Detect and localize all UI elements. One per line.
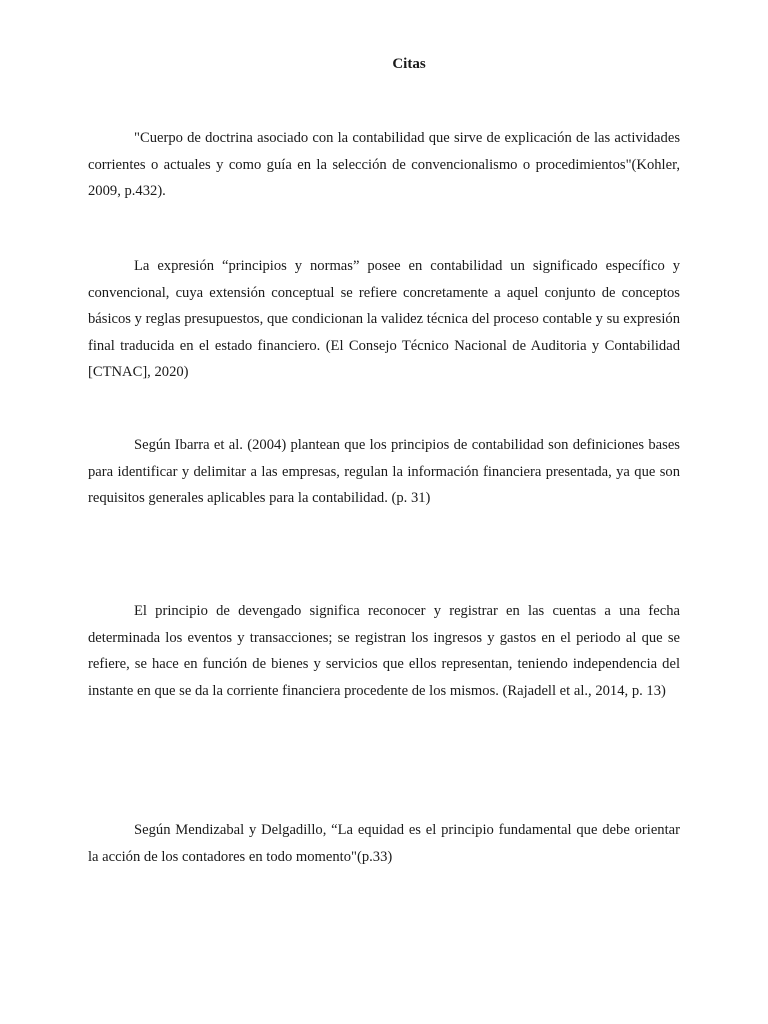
quote-kohler: "Cuerpo de doctrina asociado con la contabilidad que sirve de explicación de las actividades corrientes o actuales y como guía en la selección de convencionalismo o procedimientos"(Kohler, 2009, p.432). [88, 130, 680, 199]
page-title: Citas [392, 56, 426, 72]
quote-ibarra: Según Ibarra et al. (2004) plantean que los principios de contabilidad son definiciones bases para identificar y delimitar a las empresas, regulan la información financiera presentada, ya que son requisitos generales aplicables para la contabilidad. (p. 31) [88, 437, 680, 506]
quote-ctnac: La expresión “principios y normas” posee en contabilidad un significado específico y convencional, cuya extensión conceptual se refiere concretamente a aquel conjunto de conceptos básicos y reglas presupuestos, que condicionan la validez técnica del proceso contable y su expresión final traducida en el estado financiero. (El Consejo Técnico Nacional de Auditoria y Contabilidad [CTNAC], 2020) [88, 258, 680, 380]
quote-mendizabal: Según Mendizabal y Delgadillo, “La equidad es el principio fundamental que debe orientar la acción de los contadores en todo momento"(p.33) [88, 822, 680, 865]
quote-rajadell: El principio de devengado significa reconocer y registrar en las cuentas a una fecha determinada los eventos y transacciones; se registran los ingresos y gastos en el periodo al que se refiere, se hace en función de bienes y servicios que ellos representan, teniendo independencia del instante en que se da la corriente financiera procedente de los mismos. (Rajadell et al., 2014, p. 13) [88, 603, 680, 699]
